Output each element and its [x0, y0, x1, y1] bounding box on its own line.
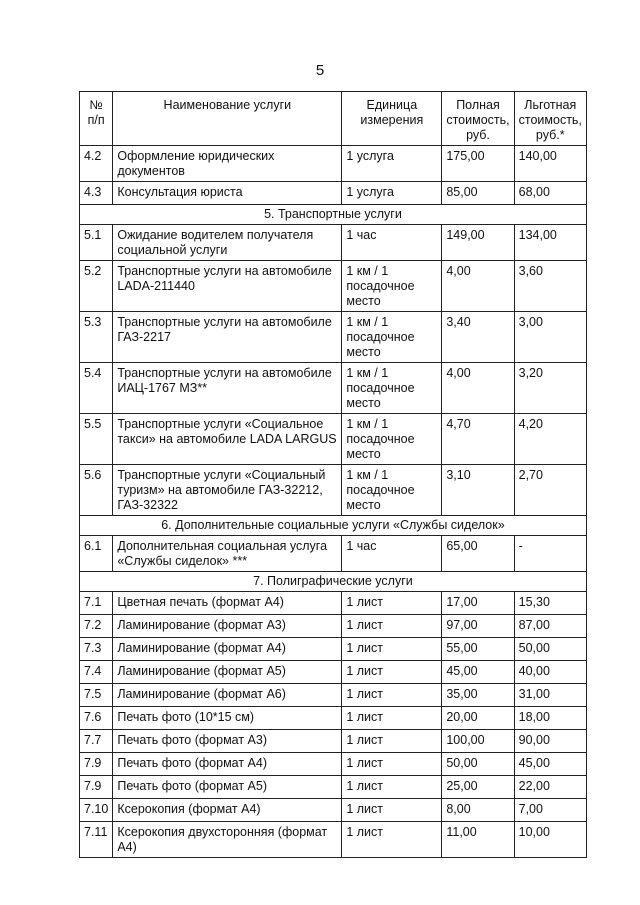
full-price: 4,70	[442, 414, 514, 465]
full-price: 175,00	[442, 146, 514, 182]
table-row	[80, 615, 587, 638]
unit-of-measure: 1 час	[342, 225, 442, 261]
section-header-row	[80, 516, 587, 536]
preferential-price: 15,30	[514, 592, 586, 615]
row-number: 7.11	[80, 822, 113, 858]
header-num: № п/п	[80, 92, 113, 146]
unit-of-measure: 1 лист	[342, 776, 442, 799]
preferential-price: 134,00	[514, 225, 586, 261]
row-number: 5.6	[80, 465, 113, 516]
table-row	[80, 261, 587, 312]
price-table	[79, 91, 587, 858]
unit-of-measure: 1 лист	[342, 615, 442, 638]
full-price: 100,00	[442, 730, 514, 753]
service-name: Дополнительная социальная услуга «Службы сиделок» ***	[113, 536, 342, 572]
service-name: Оформление юридических документов	[113, 146, 342, 182]
table-row	[80, 638, 587, 661]
preferential-price: 7,00	[514, 799, 586, 822]
row-number: 7.6	[80, 707, 113, 730]
header-preferential-price: Льготная стоимость, руб.*	[514, 92, 586, 146]
row-number: 6.1	[80, 536, 113, 572]
section-header-row	[80, 205, 587, 225]
unit-of-measure: 1 км / 1 посадочное место	[342, 312, 442, 363]
table-row	[80, 799, 587, 822]
preferential-price: -	[514, 536, 586, 572]
service-name: Транспортные услуги на автомобиле ГАЗ-2217	[113, 312, 342, 363]
table-row	[80, 182, 587, 205]
preferential-price: 22,00	[514, 776, 586, 799]
service-name: Ламинирование (формат А5)	[113, 661, 342, 684]
row-number: 5.5	[80, 414, 113, 465]
row-number: 5.2	[80, 261, 113, 312]
section-header-row	[80, 572, 587, 592]
row-number: 5.1	[80, 225, 113, 261]
unit-of-measure: 1 лист	[342, 661, 442, 684]
full-price: 11,00	[442, 822, 514, 858]
unit-of-measure: 1 услуга	[342, 182, 442, 205]
table-row	[80, 684, 587, 707]
service-name: Печать фото (10*15 см)	[113, 707, 342, 730]
preferential-price: 18,00	[514, 707, 586, 730]
preferential-price: 2,70	[514, 465, 586, 516]
full-price: 97,00	[442, 615, 514, 638]
service-name: Печать фото (формат А4)	[113, 753, 342, 776]
section-title: 5. Транспортные услуги	[80, 205, 587, 225]
row-number: 7.7	[80, 730, 113, 753]
table-row	[80, 312, 587, 363]
unit-of-measure: 1 лист	[342, 684, 442, 707]
unit-of-measure: 1 лист	[342, 799, 442, 822]
row-number: 5.4	[80, 363, 113, 414]
table-row	[80, 146, 587, 182]
service-name: Транспортные услуги «Социальный туризм» на автомобиле ГАЗ-32212, ГАЗ-32322	[113, 465, 342, 516]
service-name: Транспортные услуги на автомобиле ИАЦ-1767 МЗ**	[113, 363, 342, 414]
section-title: 7. Полиграфические услуги	[80, 572, 587, 592]
full-price: 20,00	[442, 707, 514, 730]
header-full-price: Полная стоимость, руб.	[442, 92, 514, 146]
service-name: Ожидание водителем получателя социальной услуги	[113, 225, 342, 261]
full-price: 3,10	[442, 465, 514, 516]
header-unit: Единица измерения	[342, 92, 442, 146]
table-row	[80, 730, 587, 753]
page-number: 5	[315, 62, 325, 79]
full-price: 3,40	[442, 312, 514, 363]
preferential-price: 45,00	[514, 753, 586, 776]
table-row	[80, 225, 587, 261]
unit-of-measure: 1 лист	[342, 730, 442, 753]
section-title: 6. Дополнительные социальные услуги «Службы сиделок»	[80, 516, 587, 536]
preferential-price: 3,20	[514, 363, 586, 414]
row-number: 5.3	[80, 312, 113, 363]
row-number: 7.4	[80, 661, 113, 684]
service-name: Транспортные услуги «Социальное такси» на автомобиле LADA LARGUS	[113, 414, 342, 465]
row-number: 7.3	[80, 638, 113, 661]
table-row	[80, 363, 587, 414]
preferential-price: 31,00	[514, 684, 586, 707]
service-name: Транспортные услуги на автомобиле LADA-211440	[113, 261, 342, 312]
service-name: Ксерокопия двухсторонняя (формат А4)	[113, 822, 342, 858]
table-header-row	[80, 92, 587, 146]
full-price: 85,00	[442, 182, 514, 205]
service-name: Ламинирование (формат А3)	[113, 615, 342, 638]
table-row	[80, 536, 587, 572]
preferential-price: 90,00	[514, 730, 586, 753]
preferential-price: 3,60	[514, 261, 586, 312]
service-name: Печать фото (формат А3)	[113, 730, 342, 753]
table-row	[80, 707, 587, 730]
preferential-price: 40,00	[514, 661, 586, 684]
full-price: 50,00	[442, 753, 514, 776]
unit-of-measure: 1 км / 1 посадочное место	[342, 261, 442, 312]
full-price: 55,00	[442, 638, 514, 661]
preferential-price: 140,00	[514, 146, 586, 182]
service-name: Консультация юриста	[113, 182, 342, 205]
full-price: 149,00	[442, 225, 514, 261]
table-row	[80, 776, 587, 799]
table-body	[80, 146, 587, 858]
preferential-price: 87,00	[514, 615, 586, 638]
table-row	[80, 414, 587, 465]
row-number: 7.10	[80, 799, 113, 822]
table-row	[80, 592, 587, 615]
unit-of-measure: 1 км / 1 посадочное место	[342, 465, 442, 516]
full-price: 8,00	[442, 799, 514, 822]
unit-of-measure: 1 лист	[342, 638, 442, 661]
full-price: 35,00	[442, 684, 514, 707]
table-row	[80, 753, 587, 776]
service-name: Ламинирование (формат А4)	[113, 638, 342, 661]
unit-of-measure: 1 лист	[342, 592, 442, 615]
unit-of-measure: 1 услуга	[342, 146, 442, 182]
table-row	[80, 661, 587, 684]
preferential-price: 50,00	[514, 638, 586, 661]
row-number: 7.5	[80, 684, 113, 707]
full-price: 65,00	[442, 536, 514, 572]
preferential-price: 68,00	[514, 182, 586, 205]
unit-of-measure: 1 лист	[342, 753, 442, 776]
full-price: 4,00	[442, 261, 514, 312]
full-price: 25,00	[442, 776, 514, 799]
full-price: 17,00	[442, 592, 514, 615]
row-number: 7.2	[80, 615, 113, 638]
preferential-price: 10,00	[514, 822, 586, 858]
row-number: 4.2	[80, 146, 113, 182]
unit-of-measure: 1 час	[342, 536, 442, 572]
unit-of-measure: 1 лист	[342, 822, 442, 858]
full-price: 4,00	[442, 363, 514, 414]
unit-of-measure: 1 км / 1 посадочное место	[342, 363, 442, 414]
row-number: 7.1	[80, 592, 113, 615]
row-number: 4.3	[80, 182, 113, 205]
service-name: Ламинирование (формат А6)	[113, 684, 342, 707]
table-row	[80, 822, 587, 858]
row-number: 7.9	[80, 753, 113, 776]
row-number: 7.9	[80, 776, 113, 799]
preferential-price: 4,20	[514, 414, 586, 465]
header-name: Наименование услуги	[113, 92, 342, 146]
service-name: Печать фото (формат А5)	[113, 776, 342, 799]
service-name: Ксерокопия (формат А4)	[113, 799, 342, 822]
service-name: Цветная печать (формат А4)	[113, 592, 342, 615]
unit-of-measure: 1 км / 1 посадочное место	[342, 414, 442, 465]
unit-of-measure: 1 лист	[342, 707, 442, 730]
table-row	[80, 465, 587, 516]
full-price: 45,00	[442, 661, 514, 684]
preferential-price: 3,00	[514, 312, 586, 363]
